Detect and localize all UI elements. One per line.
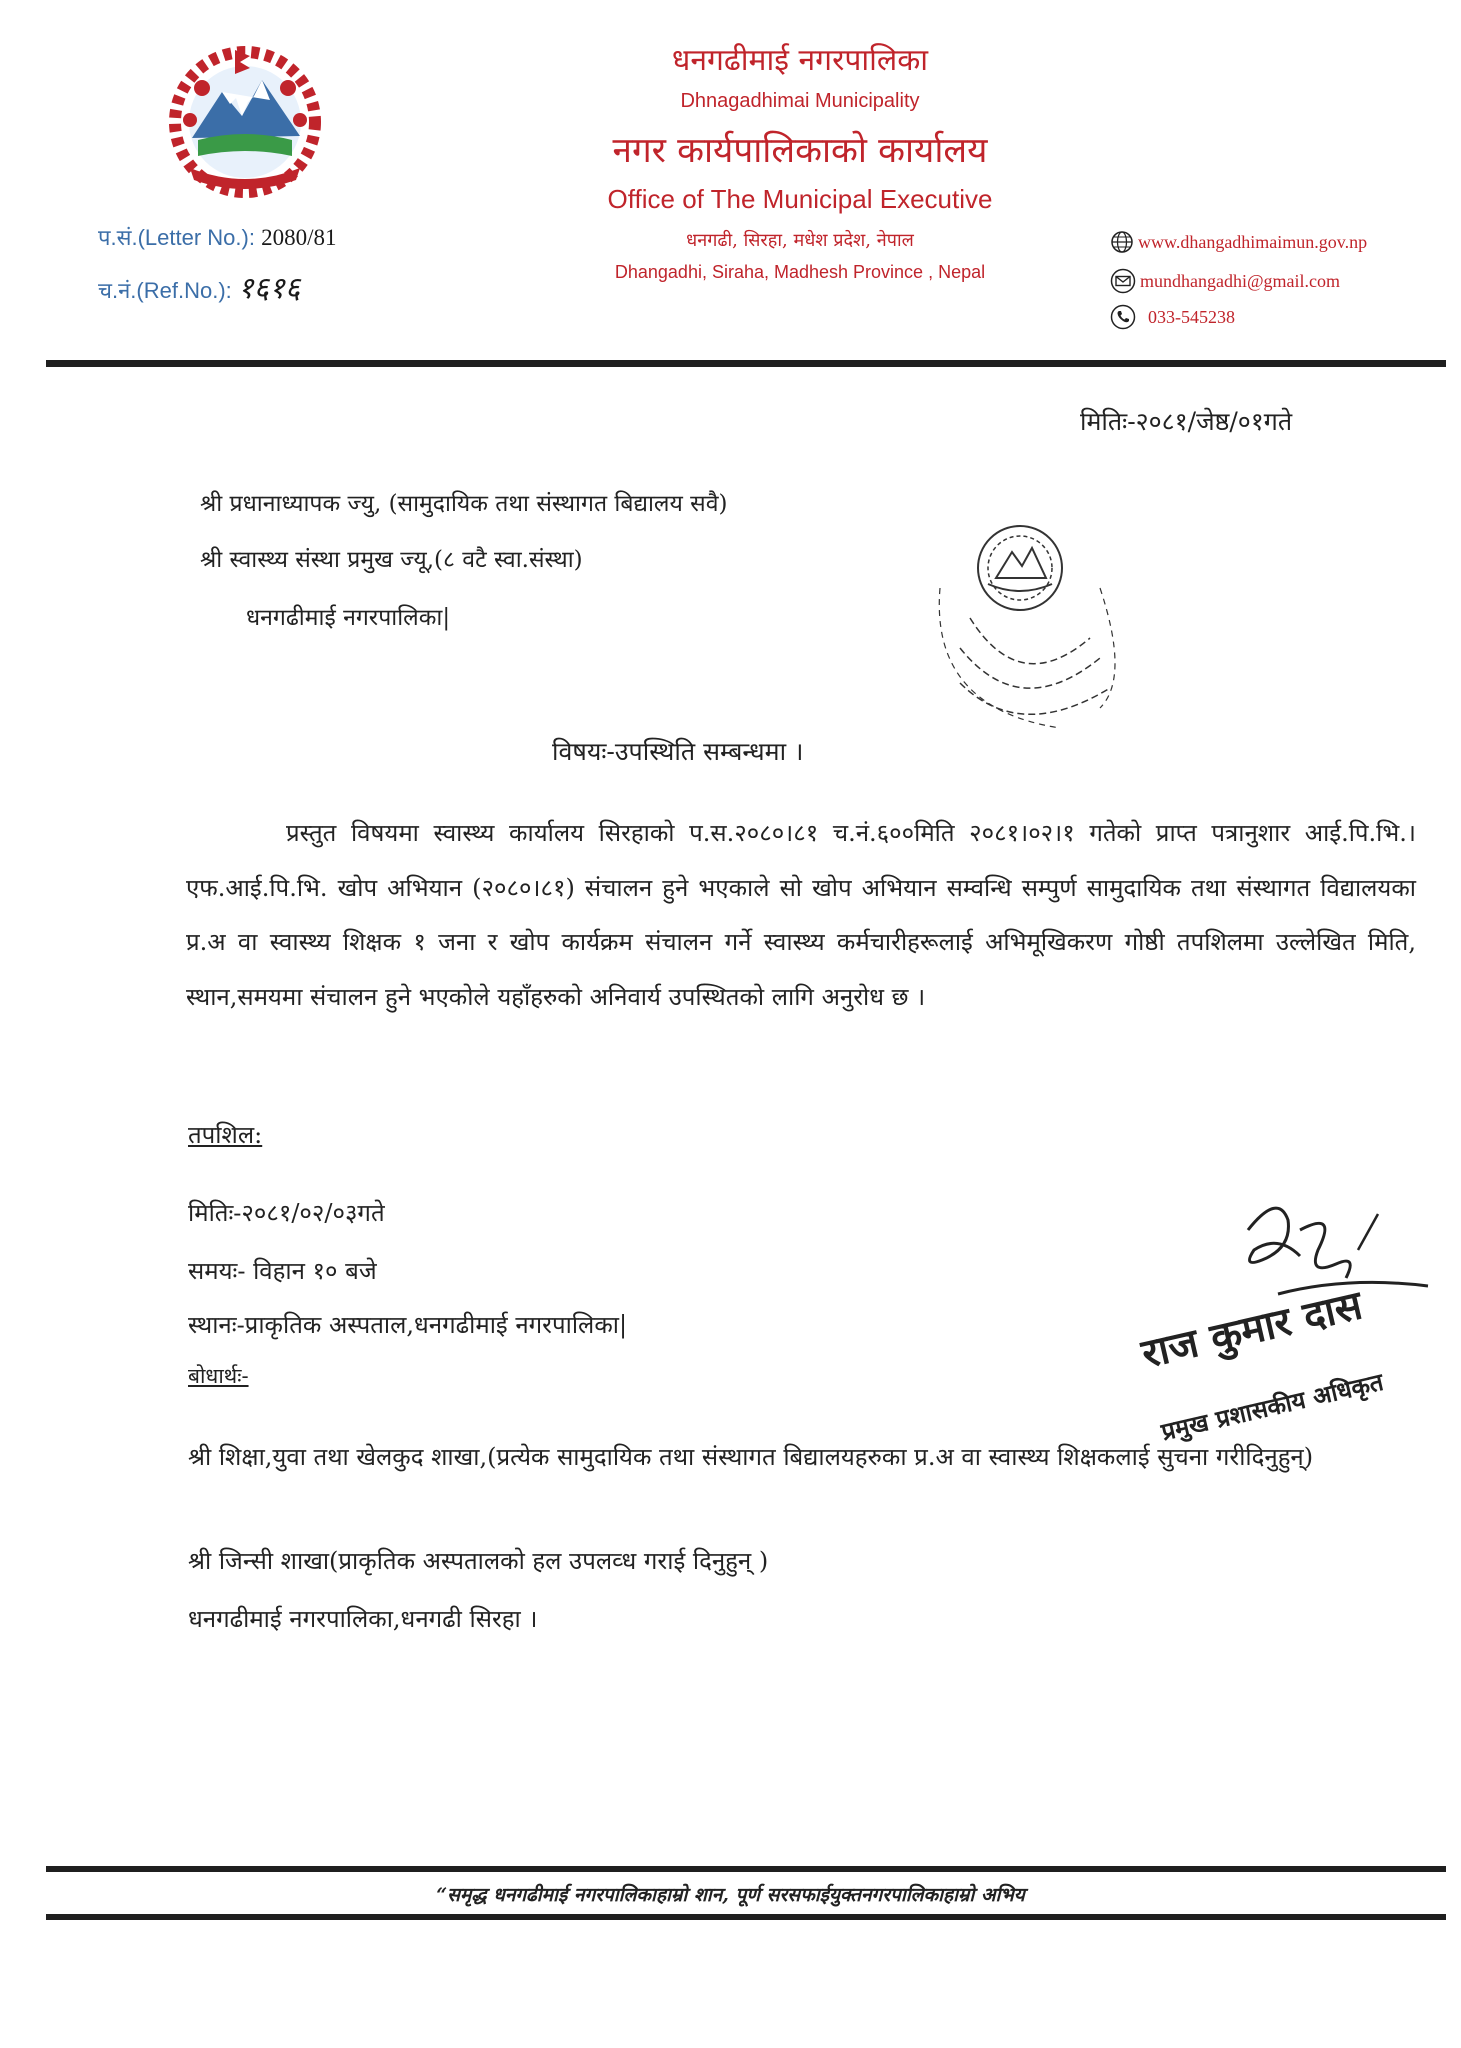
globe-icon <box>1110 230 1134 254</box>
office-name-english: Office of The Municipal Executive <box>607 184 993 214</box>
header-divider <box>46 360 1446 367</box>
letter-body: प्रस्तुत विषयमा स्वास्थ्य कार्यालय सिरहाको प.स.२०८०।८१ च.नं.६००मिति २०८१।०२।१ गतेको प्राप्त पत्रानुशार आई.पि.भि.।एफ.आई.पि.भि. खोप अभियान (२०८०।८१) संचालन हुने भएकाले सो खोप अभियान सम्वन्धि सम्पुर्ण सामुदायिक तथा संस्थागत विद्यालयका प्र.अ वा स्वास्थ्य शिक्षक १ जना र खोप कार्यक्रम संचालन गर्ने स्वास्थ्य कर्मचारीहरूलाई अभिमूखिकरण गोष्ठी तपशिलमा उल्लेखित मिति, स्थान,समयमा संचालन हुने भएकोले यहाँहरुको अनिवार्य उपस्थितको लागि अनुरोध छ । <box>186 819 1416 1011</box>
cc-line: श्री जिन्सी शाखा(प्राकृतिक अस्पतालको हल उपलव्ध गराई दिनुहुन् ) <box>188 1547 769 1575</box>
recipient-line: श्री स्वास्थ्य संस्था प्रमुख ज्यू,(८ वटै स्वा.संस्था) <box>200 547 583 573</box>
address-english: Dhangadhi, Siraha, Madhesh Province , Nepal <box>614 262 986 282</box>
details-time: समयः- विहान १० बजे <box>188 1257 377 1285</box>
signatory-title: प्रमुख प्रशासकीय अधिकृत <box>1158 1366 1386 1447</box>
municipality-name-nepali: धनगढीमाई नगरपालिका <box>671 43 929 78</box>
website-contact <box>1110 230 1367 254</box>
signatory-name: राज कुमार दास <box>1137 1281 1367 1378</box>
letter-number-label: प.सं.(Letter No.): <box>98 225 255 250</box>
footer-divider-bottom <box>46 1914 1446 1920</box>
email-contact <box>1110 268 1340 294</box>
details-heading: तपशिल: <box>188 1121 263 1149</box>
recipient-line: धनगढीमाई नगरपालिका| <box>246 605 451 631</box>
phone-contact <box>1110 304 1235 330</box>
government-emblem-icon <box>150 40 340 200</box>
cc-line: श्री शिक्षा,युवा तथा खेलकुद शाखा,(प्रत्येक सामुदायिक तथा संस्थागत बिद्यालयहरुका प्र.अ वा स्वास्थ्य शिक्षकलाई सुचना गरीदिनुहुन्) <box>188 1443 1314 1471</box>
details-place: स्थानः-प्राकृतिक अस्पताल,धनगढीमाई नगरपालिका| <box>188 1311 628 1339</box>
cc-heading: बोधार्थः- <box>188 1364 249 1388</box>
details-date: मितिः-२०८१/०२/०३गते <box>188 1199 385 1227</box>
cc-line: धनगढीमाई नगरपालिका,धनगढी सिरहा । <box>188 1605 538 1633</box>
office-stamp-icon <box>900 508 1140 758</box>
letter-number <box>98 222 336 252</box>
reference-number <box>98 266 300 307</box>
address-nepali: धनगढी, सिरहा, मधेश प्रदेश, नेपाल <box>686 230 914 251</box>
letter-number-value: 2080/81 <box>261 225 337 250</box>
reference-number-label: च.नं.(Ref.No.): <box>98 278 232 303</box>
phone-number: 033-545238 <box>1148 306 1235 327</box>
letter-date: मितिः-२०८१/जेष्ठ/०१गते <box>1080 407 1293 436</box>
website-link[interactable]: www.dhangadhimaimun.gov.np <box>1138 231 1368 252</box>
office-name-nepali: नगर कार्यपालिकाको कार्यालय <box>612 131 988 171</box>
letter-subject: विषयः-उपस्थिति सम्बन्धमा । <box>552 737 804 766</box>
footer-motto: “समृद्ध धनगढीमाई नगरपालिकाहाम्रो शान, पूर्ण सरसफाईयुक्तनगरपालिकाहाम्रो अभिय <box>436 1884 1025 1906</box>
mail-icon <box>1110 268 1136 294</box>
phone-icon <box>1110 304 1136 330</box>
reference-number-value: १६१६ <box>237 271 301 306</box>
recipient-line: श्री प्रधानाध्यापक ज्यु, (सामुदायिक तथा संस्थागत बिद्यालय सवै) <box>200 491 728 517</box>
email-link[interactable]: mundhangadhi@gmail.com <box>1140 270 1341 291</box>
municipality-name-english: Dhnagadhimai Municipality <box>680 90 920 112</box>
footer-divider-top <box>46 1866 1446 1872</box>
